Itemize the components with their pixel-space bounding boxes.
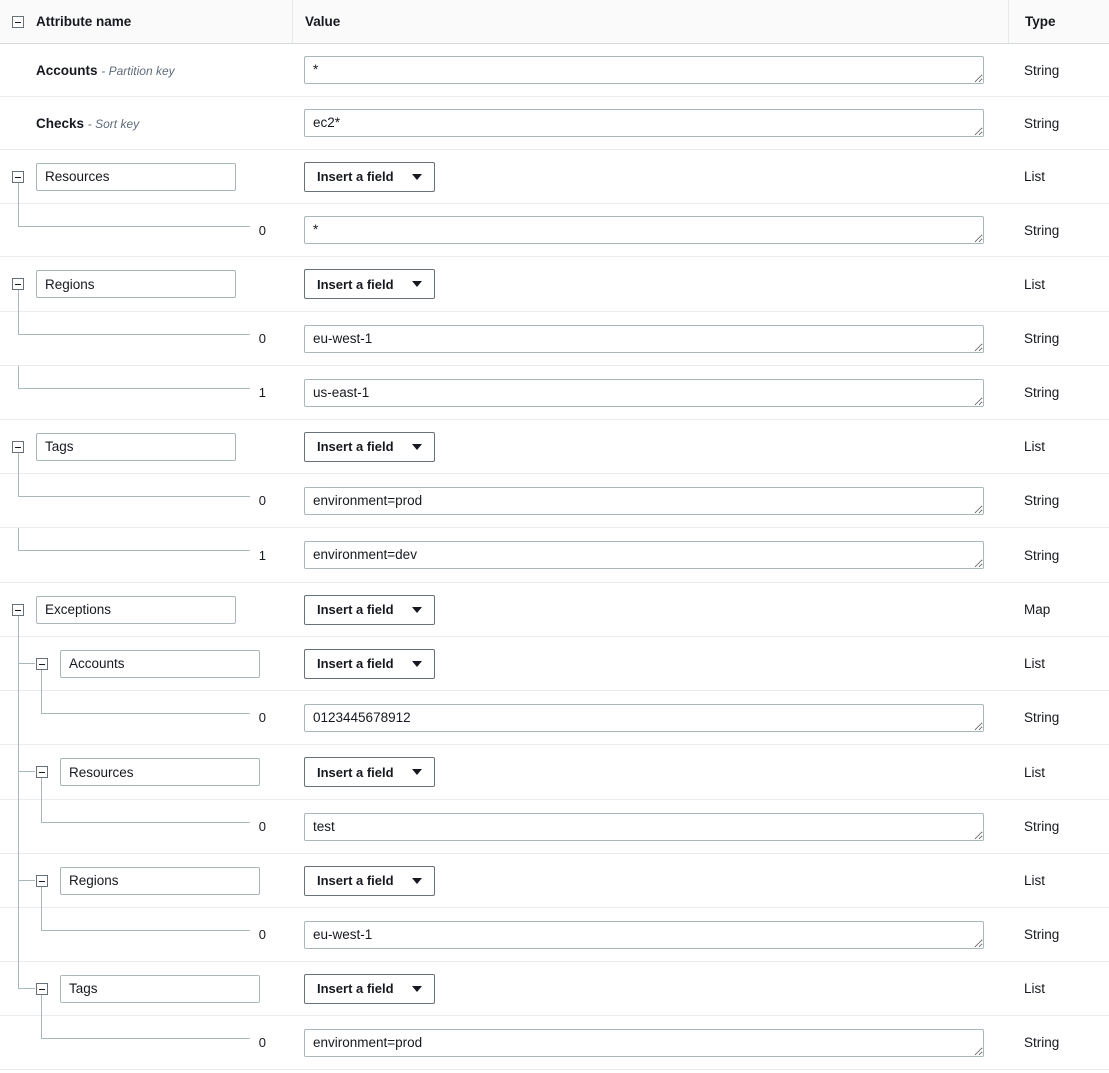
table-row <box>0 366 1109 420</box>
tree-line <box>18 771 35 772</box>
insert-field-button[interactable] <box>304 162 435 192</box>
table-row <box>0 150 1109 204</box>
insert-field-button[interactable] <box>304 649 435 679</box>
value-input[interactable] <box>304 704 984 732</box>
row-value-cell <box>292 745 1008 799</box>
row-name-cell <box>0 1016 292 1069</box>
header-attribute-name-cell <box>0 14 292 29</box>
tree-line <box>18 550 250 551</box>
type-label: String <box>1024 493 1060 508</box>
table-row <box>0 257 1109 312</box>
value-input[interactable] <box>304 813 984 841</box>
tree-line <box>18 334 250 335</box>
tree-line <box>18 908 19 962</box>
row-type-cell <box>1008 150 1109 203</box>
row-type-cell <box>1008 528 1109 582</box>
insert-field-label: Insert a field <box>317 873 394 888</box>
list-index-label: 0 <box>258 493 266 508</box>
tree-line <box>41 930 250 931</box>
tree-line <box>18 528 19 550</box>
type-label: String <box>1024 331 1060 346</box>
attribute-name-text: Checks <box>36 115 85 131</box>
insert-field-label: Insert a field <box>317 981 394 996</box>
list-index-label: 0 <box>258 1035 266 1050</box>
type-label: String <box>1024 385 1060 400</box>
tree-line <box>18 204 19 226</box>
row-type-cell <box>1008 637 1109 690</box>
tree-line <box>18 290 19 312</box>
type-label: List <box>1024 981 1046 996</box>
value-input[interactable] <box>304 216 984 244</box>
minus-box-icon[interactable] <box>36 658 48 670</box>
insert-field-label: Insert a field <box>317 276 394 292</box>
attribute-name-input[interactable] <box>60 650 260 678</box>
attribute-name-input[interactable] <box>36 596 236 624</box>
insert-field-button[interactable] <box>304 269 435 299</box>
chevron-down-icon <box>412 769 422 775</box>
header-attribute-name-label: Attribute name <box>36 14 132 29</box>
row-value-cell <box>292 204 1008 256</box>
row-value-cell <box>292 420 1008 473</box>
table-row <box>0 528 1109 583</box>
chevron-down-icon <box>412 607 422 613</box>
row-value-cell <box>292 528 1008 582</box>
row-name-cell <box>0 44 292 96</box>
chevron-down-icon <box>412 878 422 884</box>
tree-line <box>41 670 42 691</box>
tree-line <box>18 183 19 204</box>
insert-field-button[interactable] <box>304 866 435 896</box>
tree-line <box>18 388 250 389</box>
attribute-key-label <box>12 116 139 131</box>
type-label: String <box>1024 62 1060 78</box>
row-name-cell <box>0 312 292 365</box>
row-value-cell <box>292 800 1008 853</box>
tree-line <box>18 226 250 227</box>
row-value-cell <box>292 257 1008 311</box>
chevron-down-icon <box>412 661 422 667</box>
type-label: String <box>1024 927 1060 942</box>
value-input[interactable] <box>304 56 984 84</box>
row-type-cell <box>1008 583 1109 636</box>
row-value-cell <box>292 1016 1008 1069</box>
chevron-down-icon <box>412 444 422 450</box>
row-value-cell <box>292 312 1008 365</box>
header-type-cell <box>1008 0 1109 43</box>
type-label: String <box>1024 710 1060 725</box>
list-index-label: 0 <box>258 927 266 942</box>
row-type-cell <box>1008 312 1109 365</box>
table-row <box>0 637 1109 691</box>
list-index-label: 1 <box>258 547 266 563</box>
row-value-cell <box>292 854 1008 907</box>
list-index-label: 0 <box>258 710 266 725</box>
row-type-cell <box>1008 204 1109 256</box>
list-index-label: 1 <box>258 385 266 400</box>
header-value-label: Value <box>305 14 341 29</box>
row-value-cell <box>292 691 1008 744</box>
minus-box-icon[interactable] <box>12 171 24 183</box>
row-name-cell <box>0 908 292 961</box>
table-row <box>0 1016 1109 1070</box>
row-name-cell <box>0 800 292 853</box>
list-index-label: 0 <box>258 819 266 834</box>
chevron-down-icon <box>412 986 422 992</box>
row-type-cell <box>1008 474 1109 527</box>
value-input[interactable] <box>304 921 984 949</box>
insert-field-label: Insert a field <box>317 656 394 671</box>
row-type-cell <box>1008 800 1109 853</box>
chevron-down-icon <box>412 174 422 180</box>
attribute-name-input[interactable] <box>60 975 260 1003</box>
tree-line <box>18 962 19 988</box>
row-name-cell <box>0 691 292 744</box>
tree-line <box>18 637 19 691</box>
insert-field-button[interactable] <box>304 595 435 625</box>
row-name-cell <box>0 366 292 419</box>
table-row <box>0 854 1109 908</box>
row-name-cell <box>0 528 292 582</box>
minus-box-icon[interactable] <box>12 441 24 453</box>
tree-line <box>41 1038 250 1039</box>
row-name-cell <box>0 204 292 256</box>
type-label: List <box>1024 276 1046 292</box>
minus-box-icon[interactable] <box>12 604 24 616</box>
type-label: List <box>1024 439 1046 454</box>
table-row <box>0 474 1109 528</box>
insert-field-label: Insert a field <box>317 602 394 617</box>
insert-field-label: Insert a field <box>317 169 394 184</box>
tree-line <box>18 312 19 334</box>
attribute-name-input[interactable] <box>36 163 236 191</box>
table-row <box>0 908 1109 962</box>
row-name-cell <box>0 583 292 636</box>
minus-box-icon[interactable] <box>36 983 48 995</box>
tree-line <box>41 908 42 930</box>
type-label: List <box>1024 656 1046 671</box>
table-header <box>0 0 1109 44</box>
row-type-cell <box>1008 691 1109 744</box>
row-type-cell <box>1008 97 1109 149</box>
row-value-cell <box>292 474 1008 527</box>
chevron-down-icon <box>412 281 422 287</box>
tree-line <box>41 1016 42 1038</box>
row-type-cell <box>1008 1016 1109 1069</box>
value-input[interactable] <box>304 541 984 569</box>
table-row <box>0 312 1109 366</box>
row-value-cell <box>292 97 1008 149</box>
tree-line <box>18 988 35 989</box>
type-label: List <box>1024 764 1046 780</box>
type-label: String <box>1024 115 1060 131</box>
row-value-cell <box>292 150 1008 203</box>
tree-line <box>18 880 35 881</box>
tree-line <box>18 366 19 388</box>
table-row <box>0 583 1109 637</box>
insert-field-button[interactable] <box>304 432 435 462</box>
tree-line <box>41 822 250 823</box>
tree-line <box>41 887 42 908</box>
attribute-name-input[interactable] <box>60 758 260 786</box>
row-name-cell <box>0 637 292 690</box>
attribute-key-qualifier: - Sort key <box>87 116 140 131</box>
attribute-name-text: Accounts <box>36 62 98 78</box>
row-value-cell <box>292 366 1008 419</box>
tree-line <box>18 453 19 474</box>
value-input[interactable] <box>304 487 984 515</box>
type-label: String <box>1024 547 1060 563</box>
tree-line <box>18 663 35 664</box>
attribute-name-input[interactable] <box>36 433 236 461</box>
row-name-cell <box>0 150 292 203</box>
type-label: List <box>1024 169 1046 184</box>
row-name-cell <box>0 97 292 149</box>
row-name-cell <box>0 745 292 799</box>
tree-line <box>18 745 19 800</box>
type-label: String <box>1024 1035 1060 1050</box>
row-name-cell <box>0 474 292 527</box>
table-row <box>0 800 1109 854</box>
tree-line <box>18 691 19 745</box>
insert-field-button[interactable] <box>304 757 435 787</box>
list-index-label: 0 <box>258 222 266 238</box>
tree-line <box>41 995 42 1016</box>
row-type-cell <box>1008 366 1109 419</box>
row-name-cell <box>0 962 292 1015</box>
insert-field-button[interactable] <box>304 974 435 1004</box>
tree-line <box>18 474 19 496</box>
table-row <box>0 204 1109 257</box>
tree-line <box>18 616 19 637</box>
value-input[interactable] <box>304 1029 984 1057</box>
attribute-name-input[interactable] <box>60 867 260 895</box>
row-value-cell <box>292 44 1008 96</box>
row-type-cell <box>1008 420 1109 473</box>
list-index-label: 0 <box>258 331 266 346</box>
row-value-cell <box>292 908 1008 961</box>
row-value-cell <box>292 637 1008 690</box>
minus-box-icon[interactable] <box>12 16 24 28</box>
row-name-cell <box>0 257 292 311</box>
table-row <box>0 962 1109 1016</box>
type-label: List <box>1024 873 1046 888</box>
table-row <box>0 97 1109 150</box>
header-type-label: Type <box>1025 14 1056 29</box>
row-type-cell <box>1008 44 1109 96</box>
row-type-cell <box>1008 962 1109 1015</box>
insert-field-label: Insert a field <box>317 764 394 780</box>
row-name-cell <box>0 420 292 473</box>
type-label: String <box>1024 819 1060 834</box>
attribute-key-qualifier: - Partition key <box>101 63 175 78</box>
table-row <box>0 44 1109 97</box>
tree-line <box>41 691 42 713</box>
attribute-name-input[interactable] <box>36 270 236 298</box>
table-row <box>0 420 1109 474</box>
type-label: Map <box>1024 602 1051 617</box>
tree-line <box>41 778 42 800</box>
type-label: String <box>1024 222 1060 238</box>
value-input[interactable] <box>304 379 984 407</box>
row-type-cell <box>1008 908 1109 961</box>
table-row <box>0 691 1109 745</box>
minus-box-icon[interactable] <box>12 278 24 290</box>
table-row <box>0 745 1109 800</box>
tree-line <box>18 496 250 497</box>
tree-line <box>18 800 19 854</box>
row-type-cell <box>1008 745 1109 799</box>
attribute-key-label <box>12 63 175 78</box>
tree-line <box>18 854 19 908</box>
row-type-cell <box>1008 854 1109 907</box>
minus-box-icon[interactable] <box>36 875 48 887</box>
insert-field-label: Insert a field <box>317 439 394 454</box>
row-value-cell <box>292 583 1008 636</box>
minus-box-icon[interactable] <box>36 766 48 778</box>
value-input[interactable] <box>304 325 984 353</box>
header-value-cell <box>292 0 1008 43</box>
tree-line <box>41 800 42 822</box>
row-name-cell <box>0 854 292 907</box>
value-input[interactable] <box>304 109 984 137</box>
row-value-cell <box>292 962 1008 1015</box>
row-type-cell <box>1008 257 1109 311</box>
tree-line <box>41 713 250 714</box>
